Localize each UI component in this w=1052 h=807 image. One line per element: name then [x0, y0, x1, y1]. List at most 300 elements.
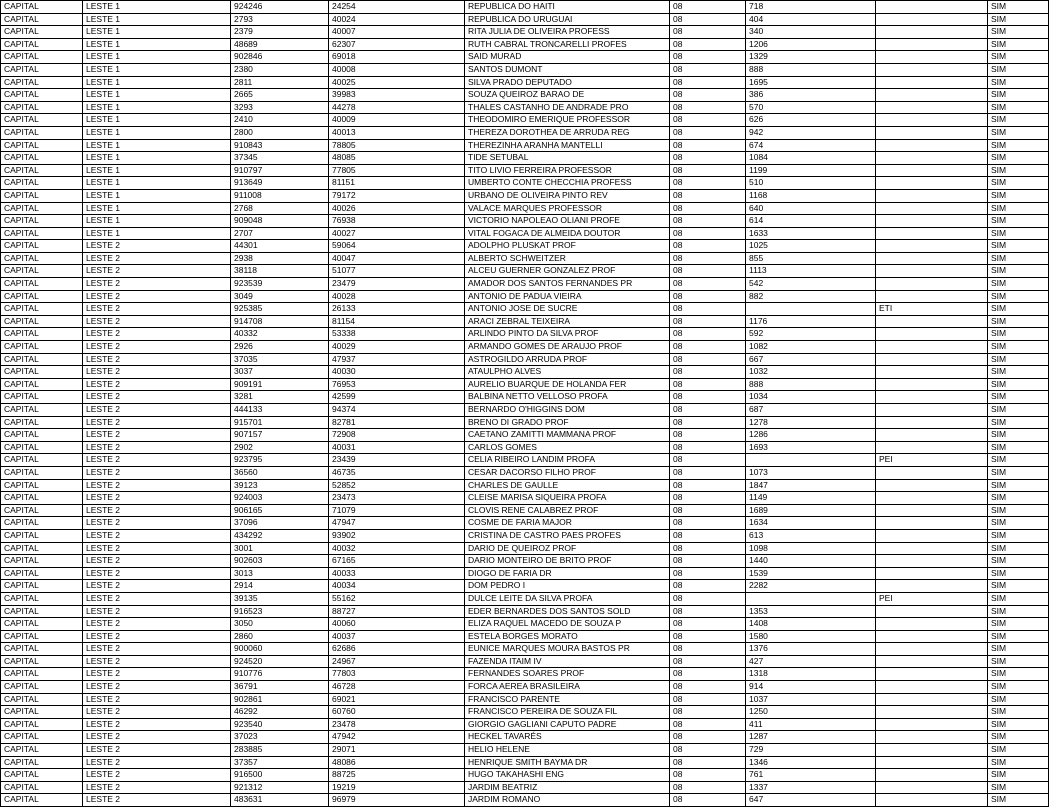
cell-municipio: CAPITAL: [1, 630, 83, 643]
cell-municipio: CAPITAL: [1, 189, 83, 202]
cell-municipio: CAPITAL: [1, 353, 83, 366]
cell-dep: 08: [670, 51, 746, 64]
cell-codesc: 902846: [231, 51, 329, 64]
cell-dep: 08: [670, 164, 746, 177]
cell-codigo: 40060: [329, 618, 465, 631]
cell-turno: 1149: [746, 492, 876, 505]
cell-ativa: SIM: [988, 341, 1049, 354]
cell-tipo: [876, 189, 988, 202]
cell-ativa: SIM: [988, 731, 1049, 744]
cell-municipio: CAPITAL: [1, 202, 83, 215]
cell-nome: HUGO TAKAHASHI ENG: [465, 769, 670, 782]
cell-tipo: [876, 126, 988, 139]
cell-dep: 08: [670, 378, 746, 391]
cell-tipo: [876, 731, 988, 744]
cell-turno: 1689: [746, 504, 876, 517]
cell-codigo: 46728: [329, 681, 465, 694]
cell-tipo: [876, 466, 988, 479]
cell-diretoria: LESTE 2: [83, 378, 231, 391]
cell-dep: 08: [670, 555, 746, 568]
cell-dep: 08: [670, 643, 746, 656]
cell-codesc: 283885: [231, 744, 329, 757]
cell-ativa: SIM: [988, 265, 1049, 278]
cell-nome: EUNICE MARQUES MOURA BASTOS PR: [465, 643, 670, 656]
cell-nome: DARIO MONTEIRO DE BRITO PROF: [465, 555, 670, 568]
table-row: [1, 794, 1049, 807]
cell-turno: 855: [746, 252, 876, 265]
cell-codesc: 37096: [231, 517, 329, 530]
cell-turno: 1073: [746, 466, 876, 479]
cell-codigo: 94374: [329, 404, 465, 417]
cell-diretoria: LESTE 2: [83, 441, 231, 454]
cell-codigo: 40028: [329, 290, 465, 303]
cell-codigo: 82781: [329, 416, 465, 429]
cell-municipio: CAPITAL: [1, 89, 83, 102]
cell-dep: 08: [670, 794, 746, 807]
cell-dep: 08: [670, 592, 746, 605]
cell-municipio: CAPITAL: [1, 101, 83, 114]
cell-turno: 1539: [746, 567, 876, 580]
cell-dep: 08: [670, 303, 746, 316]
cell-codesc: 911008: [231, 189, 329, 202]
table-row: [1, 681, 1049, 694]
cell-municipio: CAPITAL: [1, 139, 83, 152]
cell-dep: 08: [670, 404, 746, 417]
cell-municipio: CAPITAL: [1, 794, 83, 807]
cell-municipio: CAPITAL: [1, 441, 83, 454]
cell-diretoria: LESTE 1: [83, 126, 231, 139]
cell-tipo: [876, 26, 988, 39]
cell-municipio: CAPITAL: [1, 164, 83, 177]
cell-turno: 2282: [746, 580, 876, 593]
table-row: [1, 89, 1049, 102]
table-row: [1, 378, 1049, 391]
table-row: [1, 13, 1049, 26]
cell-nome: CARLOS GOMES: [465, 441, 670, 454]
cell-municipio: CAPITAL: [1, 429, 83, 442]
table-row: [1, 567, 1049, 580]
cell-municipio: CAPITAL: [1, 177, 83, 190]
table-row: [1, 26, 1049, 39]
cell-diretoria: LESTE 2: [83, 756, 231, 769]
table-row: [1, 592, 1049, 605]
cell-ativa: SIM: [988, 290, 1049, 303]
cell-codesc: 2860: [231, 630, 329, 643]
cell-turno: 888: [746, 378, 876, 391]
cell-ativa: SIM: [988, 278, 1049, 291]
cell-nome: VICTORIO NAPOLEAO OLIANI PROFE: [465, 215, 670, 228]
cell-turno: 1034: [746, 391, 876, 404]
cell-diretoria: LESTE 2: [83, 542, 231, 555]
cell-tipo: [876, 416, 988, 429]
cell-diretoria: LESTE 2: [83, 731, 231, 744]
cell-turno: 626: [746, 114, 876, 127]
cell-codesc: 907157: [231, 429, 329, 442]
cell-tipo: [876, 252, 988, 265]
cell-ativa: SIM: [988, 139, 1049, 152]
cell-tipo: [876, 756, 988, 769]
cell-nome: RUTH CABRAL TRONCARELLI PROFES: [465, 38, 670, 51]
cell-municipio: CAPITAL: [1, 278, 83, 291]
cell-municipio: CAPITAL: [1, 542, 83, 555]
cell-diretoria: LESTE 1: [83, 139, 231, 152]
cell-municipio: CAPITAL: [1, 315, 83, 328]
cell-codesc: 2665: [231, 89, 329, 102]
cell-turno: 1082: [746, 341, 876, 354]
table-row: [1, 555, 1049, 568]
cell-dep: 08: [670, 668, 746, 681]
cell-turno: 411: [746, 718, 876, 731]
cell-municipio: CAPITAL: [1, 466, 83, 479]
cell-tipo: [876, 404, 988, 417]
cell-codesc: 910843: [231, 139, 329, 152]
cell-nome: DARIO DE QUEIROZ PROF: [465, 542, 670, 555]
cell-dep: 08: [670, 391, 746, 404]
cell-turno: 888: [746, 63, 876, 76]
cell-codigo: 71079: [329, 504, 465, 517]
cell-ativa: SIM: [988, 429, 1049, 442]
cell-nome: THEREZINHA ARANHA MANTELLI: [465, 139, 670, 152]
cell-dep: 08: [670, 63, 746, 76]
cell-municipio: CAPITAL: [1, 605, 83, 618]
cell-dep: 08: [670, 189, 746, 202]
cell-tipo: PEI: [876, 454, 988, 467]
cell-tipo: [876, 76, 988, 89]
cell-ativa: SIM: [988, 353, 1049, 366]
cell-tipo: [876, 51, 988, 64]
cell-dep: 08: [670, 101, 746, 114]
cell-nome: ASTROGILDO ARRUDA PROF: [465, 353, 670, 366]
cell-diretoria: LESTE 1: [83, 202, 231, 215]
cell-codigo: 77803: [329, 668, 465, 681]
cell-municipio: CAPITAL: [1, 152, 83, 165]
cell-ativa: SIM: [988, 529, 1049, 542]
cell-codesc: 902603: [231, 555, 329, 568]
cell-diretoria: LESTE 1: [83, 114, 231, 127]
cell-diretoria: LESTE 2: [83, 567, 231, 580]
cell-nome: ARMANDO GOMES DE ARAUJO PROF: [465, 341, 670, 354]
cell-ativa: SIM: [988, 404, 1049, 417]
cell-codigo: 76953: [329, 378, 465, 391]
cell-ativa: SIM: [988, 466, 1049, 479]
cell-diretoria: LESTE 2: [83, 366, 231, 379]
cell-turno: [746, 454, 876, 467]
cell-dep: 08: [670, 529, 746, 542]
cell-diretoria: LESTE 2: [83, 781, 231, 794]
table-row: [1, 315, 1049, 328]
cell-municipio: CAPITAL: [1, 114, 83, 127]
cell-codesc: 923539: [231, 278, 329, 291]
cell-codigo: 77805: [329, 164, 465, 177]
cell-dep: 08: [670, 781, 746, 794]
table-row: [1, 38, 1049, 51]
cell-turno: 1084: [746, 152, 876, 165]
cell-nome: CESAR DACORSO FILHO PROF: [465, 466, 670, 479]
table-row: [1, 63, 1049, 76]
cell-dep: 08: [670, 1, 746, 14]
cell-tipo: [876, 781, 988, 794]
cell-codesc: 37023: [231, 731, 329, 744]
cell-municipio: CAPITAL: [1, 328, 83, 341]
cell-codesc: 36560: [231, 466, 329, 479]
cell-turno: [746, 303, 876, 316]
cell-tipo: [876, 215, 988, 228]
cell-diretoria: LESTE 2: [83, 718, 231, 731]
table-row: [1, 215, 1049, 228]
cell-diretoria: LESTE 2: [83, 391, 231, 404]
cell-codesc: 3037: [231, 366, 329, 379]
cell-codesc: 2793: [231, 13, 329, 26]
cell-dep: 08: [670, 353, 746, 366]
table-row: [1, 152, 1049, 165]
cell-codesc: 2914: [231, 580, 329, 593]
cell-dep: 08: [670, 328, 746, 341]
table-row: [1, 126, 1049, 139]
cell-diretoria: LESTE 1: [83, 1, 231, 14]
cell-codesc: 909048: [231, 215, 329, 228]
cell-municipio: CAPITAL: [1, 303, 83, 316]
cell-turno: 674: [746, 139, 876, 152]
cell-codigo: 23478: [329, 718, 465, 731]
cell-municipio: CAPITAL: [1, 681, 83, 694]
cell-diretoria: LESTE 2: [83, 668, 231, 681]
cell-turno: 1032: [746, 366, 876, 379]
cell-turno: 1693: [746, 441, 876, 454]
cell-municipio: CAPITAL: [1, 592, 83, 605]
cell-codesc: 37357: [231, 756, 329, 769]
table-row: [1, 227, 1049, 240]
cell-ativa: SIM: [988, 366, 1049, 379]
cell-codesc: 37035: [231, 353, 329, 366]
cell-codesc: 3013: [231, 567, 329, 580]
cell-tipo: [876, 353, 988, 366]
cell-turno: 1580: [746, 630, 876, 643]
cell-diretoria: LESTE 2: [83, 252, 231, 265]
cell-dep: 08: [670, 265, 746, 278]
table-row: [1, 76, 1049, 89]
cell-codigo: 40032: [329, 542, 465, 555]
cell-diretoria: LESTE 2: [83, 517, 231, 530]
table-row: [1, 177, 1049, 190]
cell-codesc: 2410: [231, 114, 329, 127]
cell-codigo: 23479: [329, 278, 465, 291]
cell-codesc: 37345: [231, 152, 329, 165]
cell-turno: 718: [746, 1, 876, 14]
cell-ativa: SIM: [988, 303, 1049, 316]
cell-nome: BRENO DI GRADO PROF: [465, 416, 670, 429]
cell-tipo: [876, 643, 988, 656]
cell-diretoria: LESTE 1: [83, 76, 231, 89]
table-row: [1, 328, 1049, 341]
cell-nome: UMBERTO CONTE CHECCHIA PROFESS: [465, 177, 670, 190]
cell-tipo: [876, 278, 988, 291]
cell-nome: THALES CASTANHO DE ANDRADE PRO: [465, 101, 670, 114]
table-row: [1, 529, 1049, 542]
cell-codigo: 47937: [329, 353, 465, 366]
cell-codesc: 924246: [231, 1, 329, 14]
cell-diretoria: LESTE 2: [83, 693, 231, 706]
cell-diretoria: LESTE 1: [83, 26, 231, 39]
cell-nome: ALBERTO SCHWEITZER: [465, 252, 670, 265]
cell-tipo: [876, 378, 988, 391]
cell-codigo: 39983: [329, 89, 465, 102]
cell-nome: BERNARDO O'HIGGINS DOM: [465, 404, 670, 417]
cell-turno: 1353: [746, 605, 876, 618]
cell-tipo: [876, 681, 988, 694]
cell-nome: ANTONIO JOSE DE SUCRE: [465, 303, 670, 316]
table-row: [1, 164, 1049, 177]
cell-codesc: 40332: [231, 328, 329, 341]
cell-dep: 08: [670, 580, 746, 593]
cell-codigo: 88725: [329, 769, 465, 782]
cell-ativa: SIM: [988, 630, 1049, 643]
table-row: [1, 341, 1049, 354]
cell-codigo: 69018: [329, 51, 465, 64]
cell-codigo: 23473: [329, 492, 465, 505]
cell-ativa: SIM: [988, 227, 1049, 240]
cell-codesc: 48689: [231, 38, 329, 51]
table-row: [1, 655, 1049, 668]
cell-tipo: [876, 63, 988, 76]
cell-codesc: 444133: [231, 404, 329, 417]
cell-ativa: SIM: [988, 681, 1049, 694]
cell-diretoria: LESTE 1: [83, 215, 231, 228]
cell-municipio: CAPITAL: [1, 240, 83, 253]
cell-municipio: CAPITAL: [1, 215, 83, 228]
cell-ativa: SIM: [988, 479, 1049, 492]
cell-nome: SANTOS DUMONT: [465, 63, 670, 76]
cell-dep: 08: [670, 290, 746, 303]
cell-turno: 1318: [746, 668, 876, 681]
cell-codigo: 40029: [329, 341, 465, 354]
cell-municipio: CAPITAL: [1, 580, 83, 593]
cell-diretoria: LESTE 2: [83, 655, 231, 668]
table-row: [1, 114, 1049, 127]
cell-nome: DIOGO DE FARIA DR: [465, 567, 670, 580]
cell-turno: 592: [746, 328, 876, 341]
cell-ativa: SIM: [988, 794, 1049, 807]
cell-ativa: SIM: [988, 718, 1049, 731]
cell-turno: 542: [746, 278, 876, 291]
cell-ativa: SIM: [988, 164, 1049, 177]
cell-ativa: SIM: [988, 618, 1049, 631]
cell-turno: 1025: [746, 240, 876, 253]
cell-municipio: CAPITAL: [1, 668, 83, 681]
cell-dep: 08: [670, 13, 746, 26]
cell-dep: 08: [670, 341, 746, 354]
cell-municipio: CAPITAL: [1, 567, 83, 580]
table-row: [1, 303, 1049, 316]
cell-municipio: CAPITAL: [1, 693, 83, 706]
cell-dep: 08: [670, 655, 746, 668]
cell-turno: 687: [746, 404, 876, 417]
cell-nome: FERNANDES SOARES PROF: [465, 668, 670, 681]
cell-codesc: 483631: [231, 794, 329, 807]
cell-municipio: CAPITAL: [1, 655, 83, 668]
table-body: [1, 1, 1049, 807]
cell-diretoria: LESTE 1: [83, 177, 231, 190]
table-row: [1, 668, 1049, 681]
cell-codigo: 40047: [329, 252, 465, 265]
table-row: [1, 731, 1049, 744]
cell-municipio: CAPITAL: [1, 63, 83, 76]
cell-diretoria: LESTE 1: [83, 227, 231, 240]
cell-nome: DOM PEDRO I: [465, 580, 670, 593]
cell-codigo: 55162: [329, 592, 465, 605]
cell-municipio: CAPITAL: [1, 26, 83, 39]
cell-diretoria: LESTE 2: [83, 479, 231, 492]
cell-diretoria: LESTE 2: [83, 341, 231, 354]
cell-municipio: CAPITAL: [1, 265, 83, 278]
cell-diretoria: LESTE 2: [83, 630, 231, 643]
cell-nome: VALACE MARQUES PROFESSOR: [465, 202, 670, 215]
cell-dep: 08: [670, 240, 746, 253]
cell-codesc: 910776: [231, 668, 329, 681]
cell-diretoria: LESTE 2: [83, 404, 231, 417]
cell-nome: CLOVIS RENE CALABREZ PROF: [465, 504, 670, 517]
cell-nome: CELIA RIBEIRO LANDIM PROFA: [465, 454, 670, 467]
cell-nome: HENRIQUE SMITH BAYMA DR: [465, 756, 670, 769]
cell-turno: 1376: [746, 643, 876, 656]
cell-turno: 1176: [746, 315, 876, 328]
table-row: [1, 189, 1049, 202]
cell-codesc: 915701: [231, 416, 329, 429]
cell-tipo: [876, 101, 988, 114]
cell-codesc: 3001: [231, 542, 329, 555]
cell-tipo: [876, 227, 988, 240]
cell-diretoria: LESTE 1: [83, 89, 231, 102]
cell-nome: JARDIM ROMANO: [465, 794, 670, 807]
cell-tipo: [876, 542, 988, 555]
cell-tipo: [876, 504, 988, 517]
cell-codesc: 924520: [231, 655, 329, 668]
cell-turno: 1037: [746, 693, 876, 706]
cell-ativa: SIM: [988, 51, 1049, 64]
table-row: [1, 202, 1049, 215]
cell-codigo: 40008: [329, 63, 465, 76]
cell-ativa: SIM: [988, 26, 1049, 39]
cell-diretoria: LESTE 1: [83, 51, 231, 64]
table-row: [1, 454, 1049, 467]
cell-municipio: CAPITAL: [1, 643, 83, 656]
cell-codesc: 39135: [231, 592, 329, 605]
cell-codigo: 51077: [329, 265, 465, 278]
table-row: [1, 416, 1049, 429]
table-row: [1, 404, 1049, 417]
cell-ativa: SIM: [988, 215, 1049, 228]
cell-codigo: 24967: [329, 655, 465, 668]
cell-municipio: CAPITAL: [1, 404, 83, 417]
cell-turno: 729: [746, 744, 876, 757]
cell-municipio: CAPITAL: [1, 341, 83, 354]
cell-dep: 08: [670, 466, 746, 479]
cell-nome: ATAULPHO ALVES: [465, 366, 670, 379]
cell-dep: 08: [670, 769, 746, 782]
cell-codesc: 434292: [231, 529, 329, 542]
cell-municipio: CAPITAL: [1, 756, 83, 769]
cell-nome: REPUBLICA DO URUGUAI: [465, 13, 670, 26]
cell-codigo: 88727: [329, 605, 465, 618]
cell-turno: 1278: [746, 416, 876, 429]
cell-codesc: 3281: [231, 391, 329, 404]
cell-dep: 08: [670, 38, 746, 51]
cell-municipio: CAPITAL: [1, 290, 83, 303]
cell-municipio: CAPITAL: [1, 555, 83, 568]
cell-diretoria: LESTE 2: [83, 744, 231, 757]
cell-tipo: [876, 265, 988, 278]
cell-nome: ADOLPHO PLUSKAT PROF: [465, 240, 670, 253]
cell-codigo: 46735: [329, 466, 465, 479]
